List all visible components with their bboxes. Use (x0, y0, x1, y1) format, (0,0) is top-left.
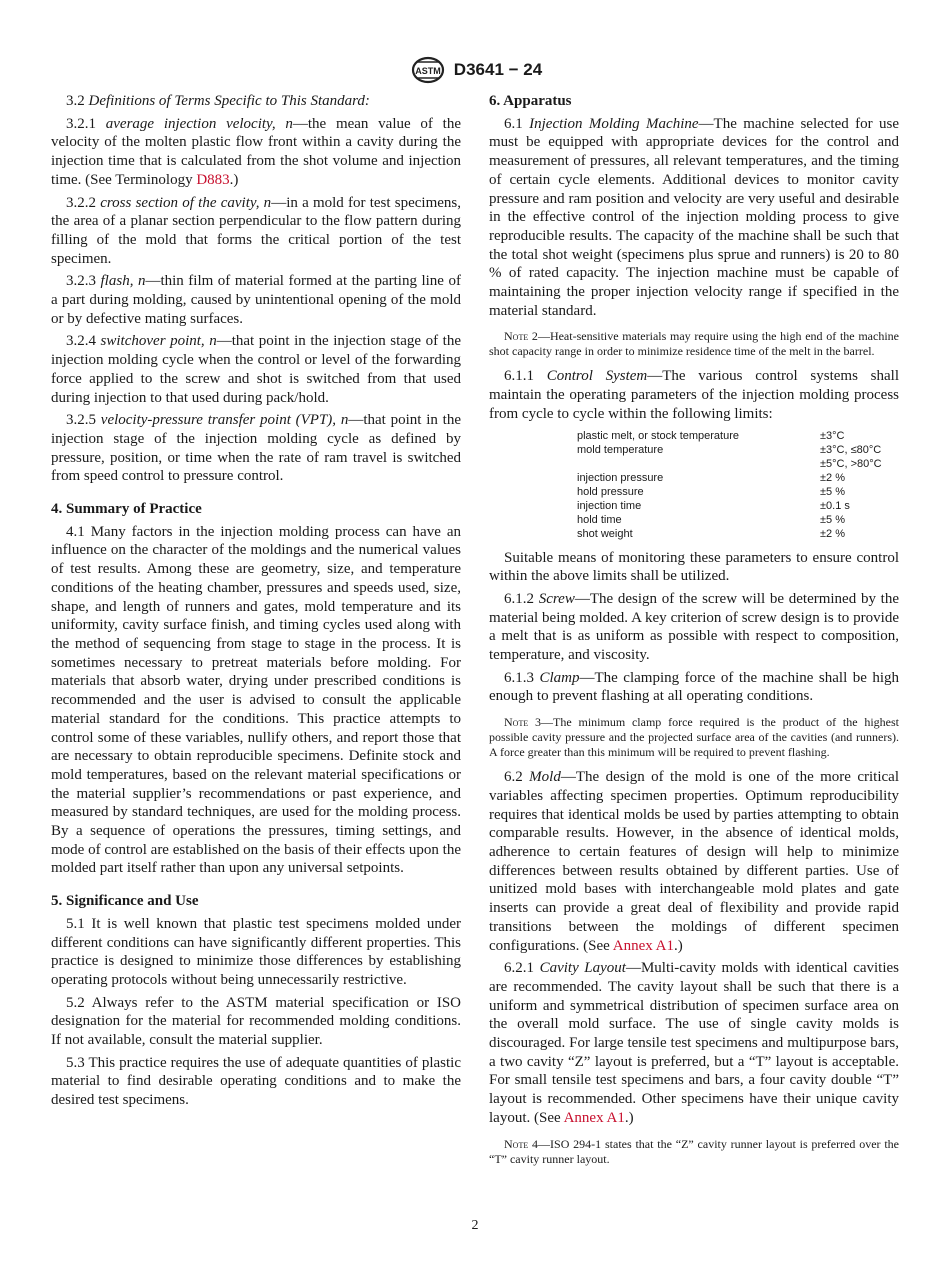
page-number: 2 (471, 1218, 479, 1233)
note-3: Note 3—The minimum clamp force required is the product of the highest possible cavity pressure and the projected surface area of the cavities (and runners). A force greater than this minimum will be required to prevent flashing. (489, 715, 899, 760)
limit-value: ±2 % (820, 527, 845, 540)
limit-param: hold pressure (577, 485, 644, 498)
section-6-1: 6.1 Injection Molding Machine—The machine selected for use must be equipped with appropriate devices for the control and measurement of pressures, all relevant temperatures, and the timing of certain cycle elements. Additional devices to monitor cavity pressure and ram position and velocity are very useful and desirable in the effective control of the injection molding process to give reproducible results. The capacity of the machine shall be such that the total shot weight (specimens plus sprue and runners) is 20 to 80 % of rated capacity. The injection machine must be capable of maintaining the proper injection velocity range if specified in the material standard. (489, 115, 900, 319)
annex-a1-link[interactable]: Annex A1 (563, 1109, 625, 1126)
section-5-3: 5.3 This practice requires the use of adequate quantities of plastic material to find desirable operating conditions and to make the desired test specimens. (51, 1054, 461, 1109)
section-3-2-5: 3.2.5 velocity-pressure transfer point (VPT), n—that point in the injection stage of the injection molding cycle as defined by pressure, position, or time when the rate of ram travel is switched from speed control to pressure control. (51, 412, 461, 485)
annex-a1-link[interactable]: Annex A1 (612, 937, 674, 954)
table-row (577, 429, 882, 443)
limit-param: injection time (577, 499, 642, 512)
section-5-1: 5.1 It is well known that plastic test specimens molded under different conditions can have significantly different properties. This practice is designed to minimize those differences by establishing operating protocols without being unnecessarily restrictive. (51, 915, 461, 988)
heading-apparatus: 6. Apparatus (489, 93, 572, 109)
limit-value: ±2 % (820, 471, 845, 484)
heading-significance-and-use: 5. Significance and Use (51, 893, 199, 910)
section-4-1: 4.1 Many factors in the injection molding process can have an influence on the character of the moldings and the numerical values of test results. Among these are geometry, size, and temperature conditions of the heating chamber, pressures and speeds used, size, shape, and length of runners and gates, mold temperature and its uniformity, cavity surface finish, and timing cycles used along with the method of sequencing from stage to stage in the process. It is sometimes necessary to pretreat materials before molding. For materials that absorb water, drying under prescribed conditions is recommended and the user is advised to consult the applicable material standard for the conditions. This practice attempts to control some of these variables, nullify others, and report those that are necessary to obtain reproducible specimens. Definite stock and mold temperatures, based on the relevant material specifications or the material supplier’s recommendations or past experience, and measured by standard techniques, are used for the molding process. By a sequence of operations the pressures, timing settings, and mode of control are established on the basis of their effects upon the molded part itself rather than upon any universal setpoints. (51, 523, 461, 877)
limit-param: plastic melt, or stock temperature (577, 429, 740, 442)
section-5-2: 5.2 Always refer to the ASTM material specification or ISO designation for the material for recommended molding conditions. If not available, consult the material supplier. (51, 994, 461, 1049)
limit-value: ±5 % (820, 485, 845, 498)
table-row (577, 513, 882, 527)
table-row (577, 471, 882, 485)
document-id: D3641 − 24 (453, 60, 543, 79)
section-3-2-3: 3.2.3 flash, n—thin film of material formed at the parting line of a part during molding, caused by unintentional opening of the mold or by defective mating surfaces. (51, 273, 461, 327)
table-row (577, 485, 882, 499)
section-3-2-2: 3.2.2 cross section of the cavity, n—in a mold for test specimens, the area of a planar section perpendicular to the flow pattern during filling of the mold that forms the critical portion of the test specimen. (51, 194, 462, 267)
limit-param: hold time (577, 513, 622, 526)
section-6-1-1: 6.1.1 Control System—The various control systems shall maintain the operating parameters of the injection molding process from cycle to cycle within the following limits: (489, 368, 899, 422)
page-header (0, 55, 950, 85)
d883-link[interactable]: D883 (196, 171, 230, 188)
heading-summary-of-practice: 4. Summary of Practice (51, 501, 202, 518)
section-3-2-1: 3.2.1 average injection velocity, n—the mean value of the velocity of the molten plastic flow front within a cavity during the injection time that is calculated from the shot volume and injection time. (See Terminology D883.) (51, 115, 461, 188)
left-column (51, 92, 461, 1110)
section-6-2-1: 6.2.1 Cavity Layout—Multi-cavity molds with identical cavities are recommended. The cavity layout shall be such that there is a uniform and symmetrical distribution of specimen surface area on the overall mold surface. The use of single cavity molds is discouraged. For large tensile test specimens and multipurpose bars, a two cavity “Z” layout is preferred, but a “T” layout is acceptable. For small tensile test specimens and bars, a four cavity double “T” layout is recommended. Other specimens have their unique cavity layout. (See Annex A1.) (489, 960, 900, 1126)
section-6-1-2: 6.1.2 Screw—The design of the screw will be determined by the material being molded. A key criterion of screw design is to provide a melt that is as uniform as possible with respect to composition, temperature, and viscosity. (489, 590, 899, 664)
section-3-2: 3.2 Definitions of Terms Specific to This Standard: (66, 93, 370, 109)
section-3-2-4: 3.2.4 switchover point, n—that point in the injection stage of the injection molding cycle when the control or level of the forwarding force applied to the screw and shot is switched from that used during injection to that used during pack/hold. (51, 333, 461, 406)
section-6-2: 6.2 Mold—The design of the mold is one of the more critical variables affecting specimen properties. Optimum reproducibility requires that identical molds be used by parties attempting to obtain comparable results. However, in the absence of identical molds, adherence to certain features of design will help to minimize differences between results obtained by different parties. Use of unitized mold bases with interchangeable mold plates and gate inserts can provide a great deal of flexibility and provide rapid transitions between the moldings of different specimen configurations. (See Annex A1.) (489, 769, 900, 954)
note-4: Note 4—ISO 294-1 states that the “Z” cavity runner layout is preferred over the “T” cavity runner layout. (489, 1136, 899, 1166)
table-row (577, 457, 882, 471)
limit-value: ±5 % (820, 513, 845, 526)
limit-param (577, 457, 820, 471)
note-2: Note 2—Heat-sensitive materials may require using the high end of the machine shot capacity range in order to minimize residence time of the melt in the barrel. (489, 329, 899, 359)
limit-value: ±3°C, ≤80°C (820, 443, 882, 456)
limit-value: ±5°C, >80°C (820, 457, 882, 470)
right-column (489, 92, 899, 1175)
limit-param: injection pressure (577, 471, 664, 484)
control-limits-table (577, 429, 882, 541)
table-row (577, 499, 882, 513)
section-6-1-1-continued: Suitable means of monitoring these parameters to ensure control within the above limits shall be utilized. (489, 549, 899, 585)
limit-value: ±0.1 s (820, 499, 850, 512)
limit-param: mold temperature (577, 443, 664, 456)
section-6-1-3: 6.1.3 Clamp—The clamping force of the machine shall be high enough to prevent flashing at all operating conditions. (489, 669, 900, 705)
astm-logo-icon (408, 56, 448, 84)
table-row (577, 443, 882, 457)
limit-param: shot weight (577, 527, 633, 540)
logo-text: ASTM (415, 66, 441, 76)
table-row (577, 527, 882, 541)
limit-value: ±3°C (820, 429, 845, 442)
